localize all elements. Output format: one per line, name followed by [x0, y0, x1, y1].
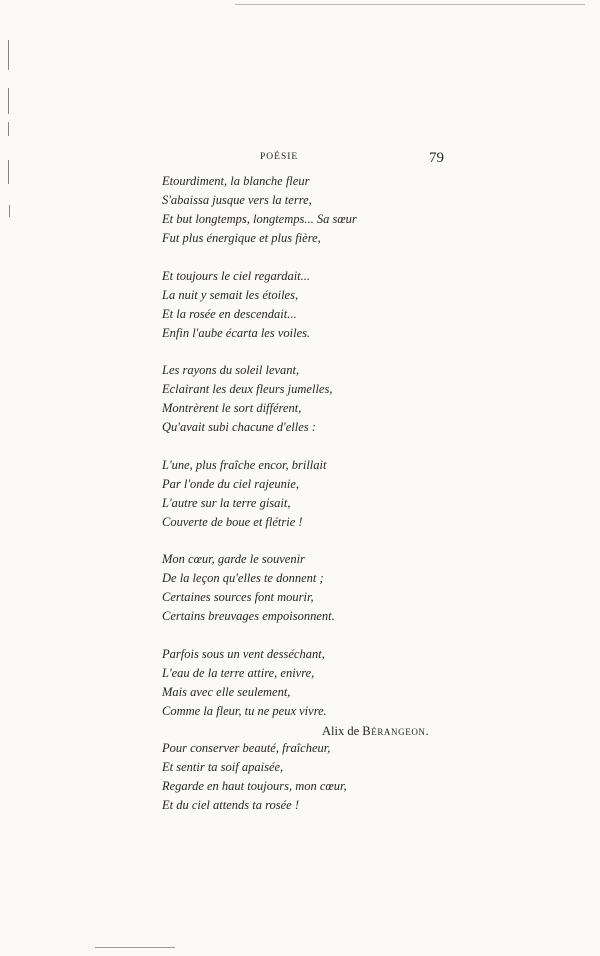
signature-name: Bérangeon. [362, 724, 430, 738]
poem-line: L'autre sur la terre gisait, [162, 495, 291, 510]
poem-line: Et la rosée en descendait... [162, 306, 297, 321]
margin-mark [8, 88, 9, 114]
poem-line: S'abaissa jusque vers la terre, [162, 193, 312, 207]
margin-mark [9, 205, 10, 217]
stanza [162, 739, 452, 815]
margin-mark [8, 40, 9, 70]
poem-line: Parfois sous un vent desséchant, [162, 646, 325, 661]
margin-mark [8, 122, 9, 136]
scan-edge-line [95, 947, 175, 948]
poem-line: Eclairant les deux fleurs jumelles, [162, 382, 333, 396]
stanza [162, 645, 452, 721]
stanza [162, 456, 452, 532]
stanza [162, 550, 452, 626]
poem-line: Mais avec elle seulement, [162, 684, 291, 699]
page-number: 79 [429, 150, 444, 166]
author-signature [322, 724, 429, 739]
stanza [162, 361, 452, 437]
poem-line: Certains breuvages empoisonnent. [162, 609, 335, 623]
poem-line: La nuit y semait les étoiles, [162, 287, 299, 302]
poem-line: Et du ciel attends ta rosée ! [162, 798, 300, 812]
poem-line: De la leçon qu'elles te donnent ; [162, 571, 324, 585]
page-header [160, 150, 460, 170]
poem-line: Fut plus énergique et plus fière, [162, 231, 321, 245]
poem-line: L'eau de la terre attire, enivre, [162, 665, 315, 680]
poem-line: Montrèrent le sort différent, [162, 401, 302, 415]
poem-line: Et toujours le ciel regardait... [162, 268, 311, 283]
poem-line: Par l'onde du ciel rajeunie, [162, 476, 300, 491]
margin-mark [8, 160, 9, 184]
stanza [162, 172, 452, 248]
poem-line: Mon cœur, garde le souvenir [162, 552, 305, 566]
running-head: POÉSIE [260, 152, 299, 162]
poem-line: Enfin l'aube écarta les voiles. [162, 325, 311, 340]
poem-line: Qu'avait subi chacune d'elles : [162, 420, 316, 434]
poem-line: L'une, plus fraîche encor, brillait [162, 457, 327, 472]
poem-line: Comme la fleur, tu ne peux vivre. [162, 703, 327, 718]
poem-line: Pour conserver beauté, fraîcheur, [162, 741, 331, 755]
poem-line: Couverte de boue et flétrie ! [162, 514, 303, 529]
poem-line: Les rayons du soleil levant, [162, 363, 300, 377]
poem-line: Etourdiment, la blanche fleur [162, 174, 310, 188]
poem-line: Certaines sources font mourir, [162, 590, 314, 604]
poem-line: Regarde en haut toujours, mon cœur, [162, 779, 347, 793]
stanza [162, 267, 452, 343]
scan-edge-line [235, 4, 585, 5]
poem-line: Et sentir ta soif apaisée, [162, 760, 284, 774]
poem-line: Et but longtemps, longtemps... Sa sœur [162, 212, 357, 226]
signature-prefix: Alix de [322, 724, 363, 738]
